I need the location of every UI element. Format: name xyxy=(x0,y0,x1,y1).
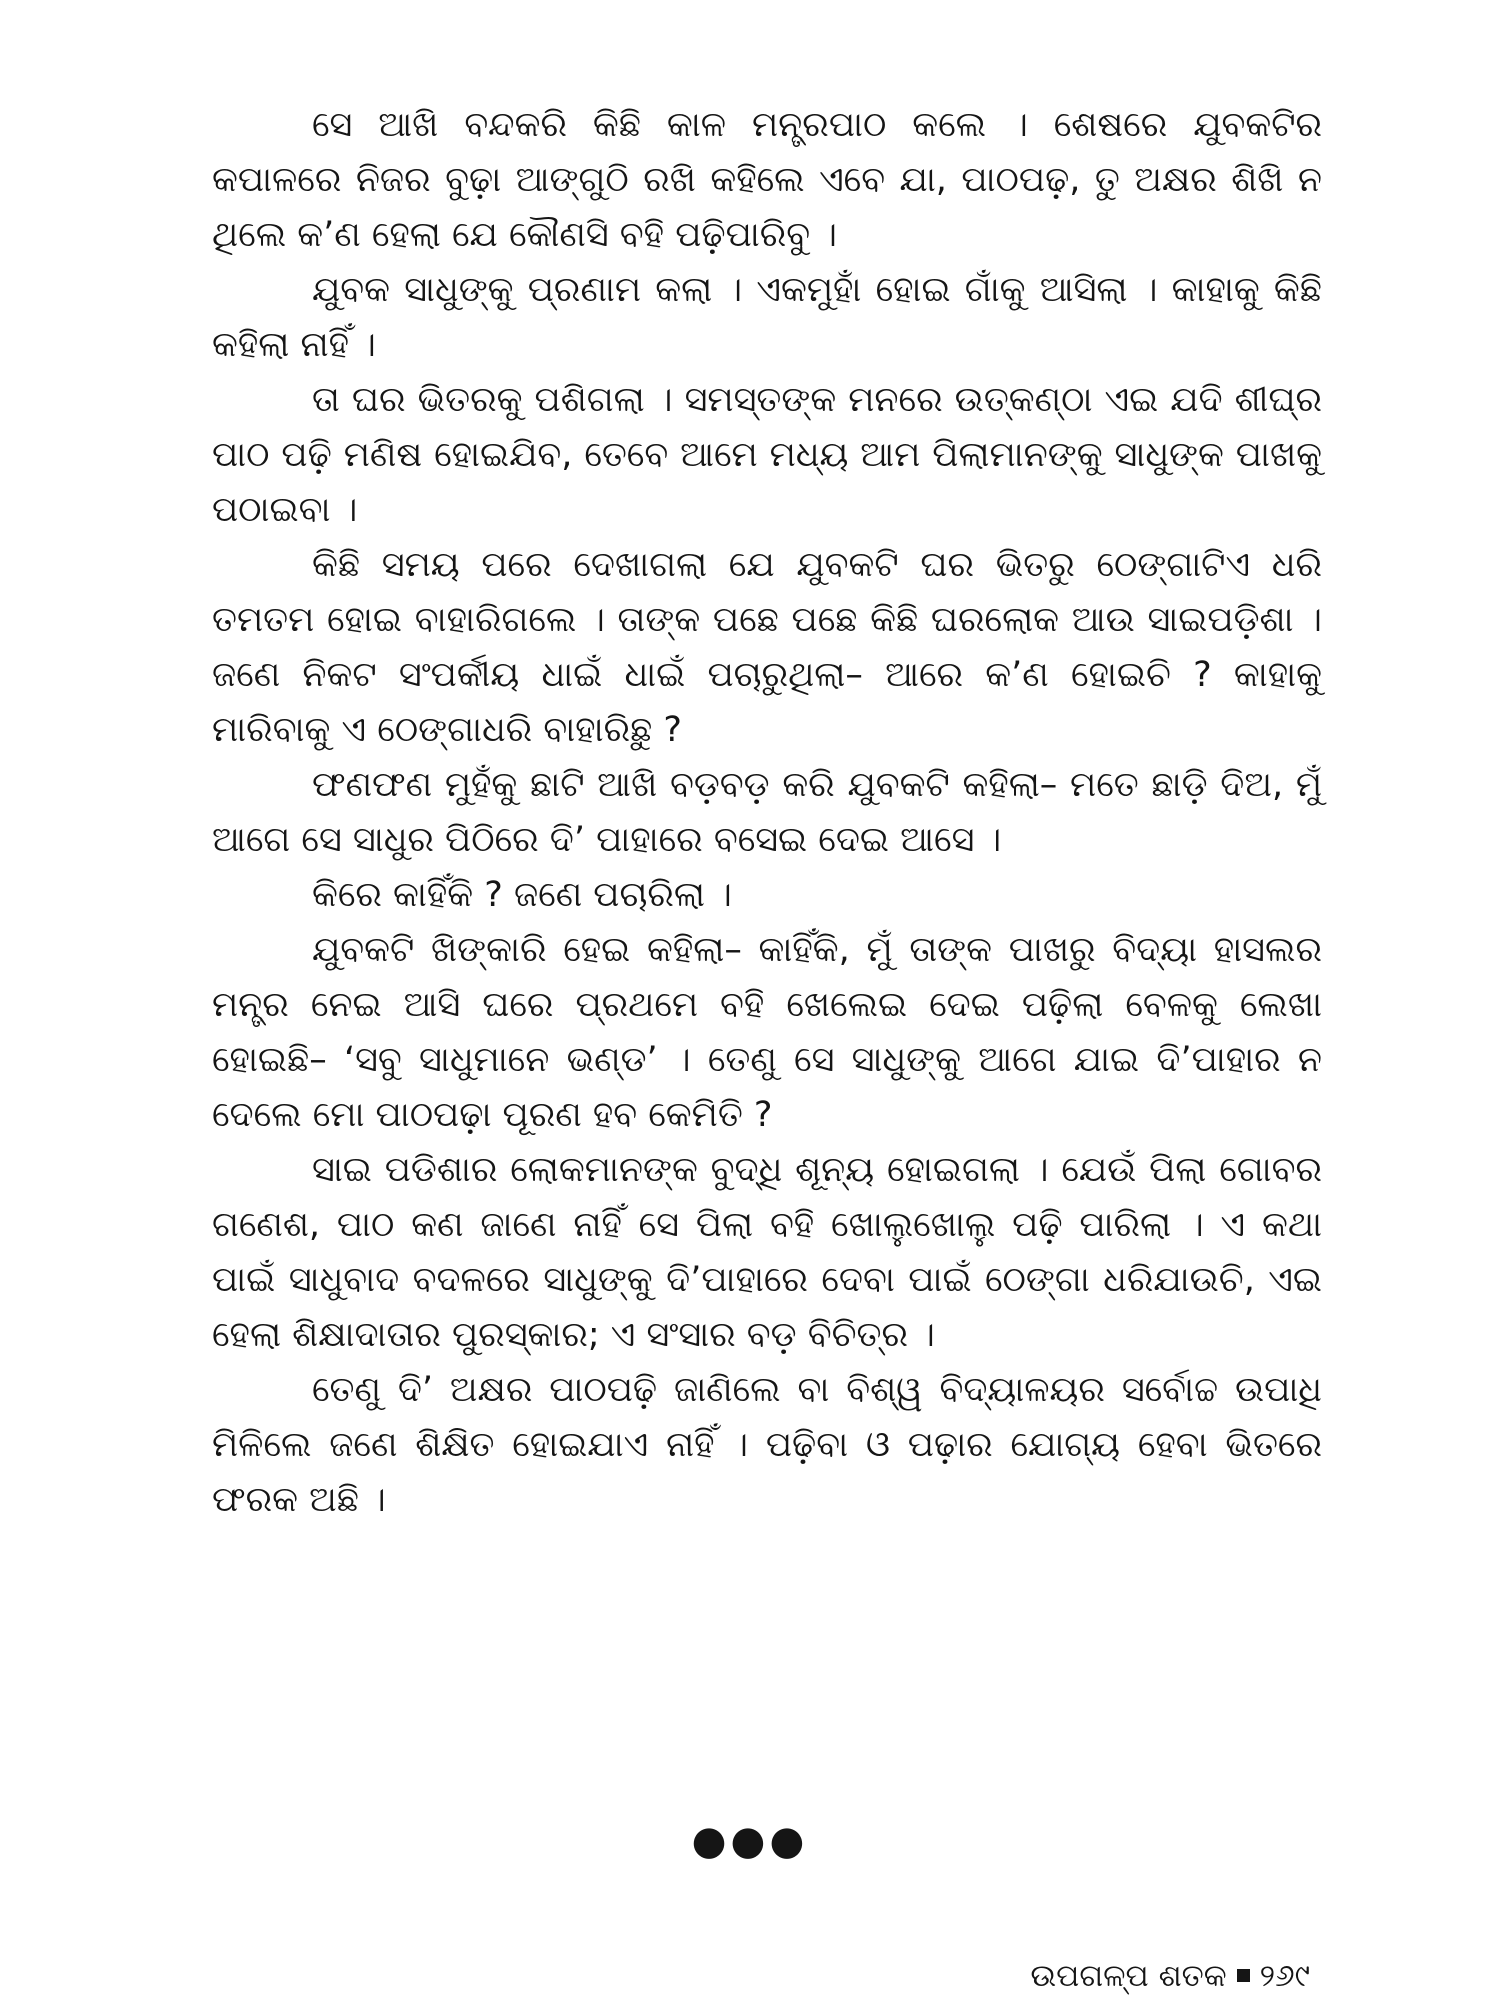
paragraph-3: ତା ଘର ଭିତରକୁ ପଶିଗଲା । ସମସ୍ତଙ୍କ ମନରେ ଉତ୍କଣ୍ଠା ଏଇ ଯଦି ଶୀଘ୍ର ପାଠ ପଢ଼ି ମଣିଷ ହୋଇଯିବ, ତେବେ ଆମେ ମଧ୍ୟ ଆମ ପିଲାମାନଙ୍କୁ ସାଧୁଙ୍କ ପାଖକୁ ପଠାଇବା । xyxy=(212,380,1322,530)
paragraph-9: ତେଣୁ ଦି’ ଅକ୍ଷର ପାଠପଢ଼ି ଜାଣିଲେ ବା ବିଶ୍ୱ ବିଦ୍ୟାଳୟର ସର୍ବୋଚ୍ଚ ଉପାଧି ମିଳିଲେ ଜଣେ ଶିକ୍ଷିତ ହୋଇଯାଏ ନାହିଁ । ପଢ଼ିବା ଓ ପଢ଼ାର ଯୋଗ୍ୟ ହେବା ଭିତରେ ଫରକ ଅଛି । xyxy=(212,1370,1322,1520)
page-number: ୨୬୯ xyxy=(1259,1958,1310,1994)
paragraph-1: ସେ ଆଖି ବନ୍ଦକରି କିଛି କାଳ ମନ୍ତ୍ରପାଠ କଲେ । ଶେଷରେ ଯୁବକଟିର କପାଳରେ ନିଜର ବୁଢ଼ା ଆଙ୍ଗୁଠି ରଖି କହିଲେ ଏବେ ଯା, ପାଠପଢ଼, ତୁ ଅକ୍ଷର ଶିଖି ନ ଥିଲେ କ’ଣ ହେଲା ଯେ କୌଣସି ବହି ପଢ଼ିପାରିବୁ । xyxy=(212,105,1322,255)
story-text xyxy=(212,98,1322,1528)
paragraph-5: ଫଣଫଣ ମୁହଁକୁ ଛାଟି ଆଖି ବଡ଼ବଡ଼ କରି ଯୁବକଟି କହିଲା– ମତେ ଛାଡ଼ି ଦିଅ, ମୁଁ ଆଗେ ସେ ସାଧୁର ପିଠିରେ ଦି’ ପାହାରେ ବସେଇ ଦେଇ ଆସେ । xyxy=(212,765,1322,860)
section-end-dots: ●●● xyxy=(691,1818,809,1864)
square-bullet-icon xyxy=(1237,1969,1250,1982)
paragraph-2: ଯୁବକ ସାଧୁଙ୍କୁ ପ୍ରଣାମ କଲା । ଏକମୁହାଁ ହୋଇ ଗାଁକୁ ଆସିଲା । କାହାକୁ କିଛି କହିଲା ନାହିଁ । xyxy=(212,270,1322,365)
paragraph-6: କିରେ କାହିଁକି ? ଜଣେ ପଚାରିଲା । xyxy=(312,875,732,915)
paragraph-7: ଯୁବକଟି ଖିଙ୍କାରି ହେଇ କହିଲା– କାହିଁକି, ମୁଁ ତାଙ୍କ ପାଖରୁ ବିଦ୍ୟା ହାସଲର ମନ୍ତ୍ର ନେଇ ଆସି ଘରେ ପ୍ରଥମେ ବହି ଖେଲେଇ ଦେଇ ପଢ଼ିଲା ବେଳକୁ ଲେଖା ହୋଇଛି– ‘ସବୁ ସାଧୁମାନେ ଭଣ୍ଡ’ । ତେଣୁ ସେ ସାଧୁଙ୍କୁ ଆଗେ ଯାଇ ଦି’ପାହାର ନ ଦେଲେ ମୋ ପାଠପଢ଼ା ପୂରଣ ହବ କେମିତି ? xyxy=(212,930,1322,1135)
page-footer xyxy=(1030,1958,1310,1994)
paragraph-4: କିଛି ସମୟ ପରେ ଦେଖାଗଲା ଯେ ଯୁବକଟି ଘର ଭିତରୁ ଠେଙ୍ଗାଟିଏ ଧରି ତମତମ ହୋଇ ବାହାରିଗଲେ । ତାଙ୍କ ପଛେ ପଛେ କିଛି ଘରଲୋକ ଆଉ ସାଇପଡ଼ିଶା । ଜଣେ ନିକଟ ସଂପର୍କୀୟ ଧାଇଁ ଧାଇଁ ପଚାରୁଥିଲା– ଆରେ କ’ଣ ହୋଇଚି ? କାହାକୁ ମାରିବାକୁ ଏ ଠେଙ୍ଗାଧରି ବାହାରିଛୁ ? xyxy=(212,545,1322,750)
paragraph-8: ସାଇ ପଡିଶାର ଲୋକମାନଙ୍କ ବୁଦ୍ଧି ଶୂନ୍ୟ ହୋଇଗଲା । ଯେଉଁ ପିଲା ଗୋବର ଗଣେଶ, ପାଠ କଣ ଜାଣେ ନାହିଁ ସେ ପିଲା ବହି ଖୋଲୁଖୋଲୁ ପଢ଼ି ପାରିଲା । ଏ କଥା ପାଇଁ ସାଧୁବାଦ ବଦଳରେ ସାଧୁଙ୍କୁ ଦି’ପାହାରେ ଦେବା ପାଇଁ ଠେଙ୍ଗା ଧରିଯାଉଚି, ଏଇ ହେଲା ଶିକ୍ଷାଦାତାର ପୁରସ୍କାର; ଏ ସଂସାର ବଡ଼ ବିଚିତ୍ର । xyxy=(212,1150,1322,1355)
book-title: ଉପଗଳ୍ପ ଶତକ xyxy=(1030,1958,1227,1994)
